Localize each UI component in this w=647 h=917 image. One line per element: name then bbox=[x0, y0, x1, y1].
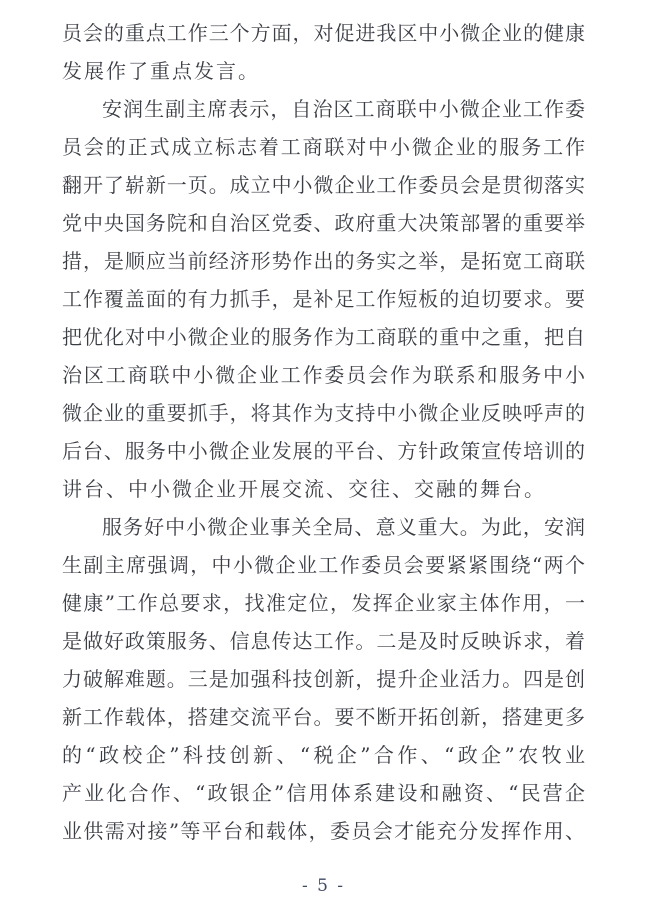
text-line: 产业化合作、“政银企”信用体系建设和融资、“民营企 bbox=[62, 781, 585, 805]
page-number: - 5 - bbox=[301, 876, 346, 896]
text-line: 微企业的重要抓手，将其作为支持中小微企业反映呼声的 bbox=[62, 401, 585, 425]
text-line: 安润生副主席表示，自治区工商联中小微企业工作委 bbox=[102, 97, 585, 121]
text-line: 把优化对中小微企业的服务作为工商联的重中之重，把自 bbox=[62, 325, 585, 349]
text-line: 党中央国务院和自治区党委、政府重大决策部署的重要举 bbox=[62, 211, 585, 235]
text-line: 力破解难题。三是加强科技创新，提升企业活力。四是创 bbox=[62, 667, 585, 691]
text-line: 治区工商联中小微企业工作委员会作为联系和服务中小 bbox=[62, 363, 585, 387]
text-line: 措，是顺应当前经济形势作出的务实之举，是拓宽工商联 bbox=[62, 249, 585, 273]
text-line: 工作覆盖面的有力抓手，是补足工作短板的迫切要求。要 bbox=[62, 287, 585, 311]
text-line: 生副主席强调，中小微企业工作委员会要紧紧围绕“两个 bbox=[62, 553, 585, 577]
text-line: 是做好政策服务、信息传达工作。二是及时反映诉求，着 bbox=[62, 629, 585, 653]
text-line: 翻开了崭新一页。成立中小微企业工作委员会是贯彻落实 bbox=[62, 173, 585, 197]
text-line: 员会的正式成立标志着工商联对中小微企业的服务工作 bbox=[62, 135, 585, 159]
text-line: 讲台、中小微企业开展交流、交往、交融的舞台。 bbox=[62, 477, 546, 501]
text-line: 发展作了重点发言。 bbox=[62, 59, 260, 83]
text-line: 后台、服务中小微企业发展的平台、方针政策宣传培训的 bbox=[62, 439, 585, 463]
text-line: 员会的重点工作三个方面，对促进我区中小微企业的健康 bbox=[62, 21, 585, 45]
text-line: 业供需对接”等平台和载体，委员会才能充分发挥作用、 bbox=[62, 819, 585, 843]
text-line: 健康”工作总要求，找准定位，发挥企业家主体作用，一 bbox=[62, 591, 585, 615]
document-body bbox=[62, 14, 585, 850]
text-line: 的“政校企”科技创新、“税企”合作、“政企”农牧业 bbox=[62, 743, 585, 767]
text-line: 新工作载体，搭建交流平台。要不断开拓创新，搭建更多 bbox=[62, 705, 585, 729]
text-line: 服务好中小微企业事关全局、意义重大。为此，安润 bbox=[102, 515, 585, 539]
